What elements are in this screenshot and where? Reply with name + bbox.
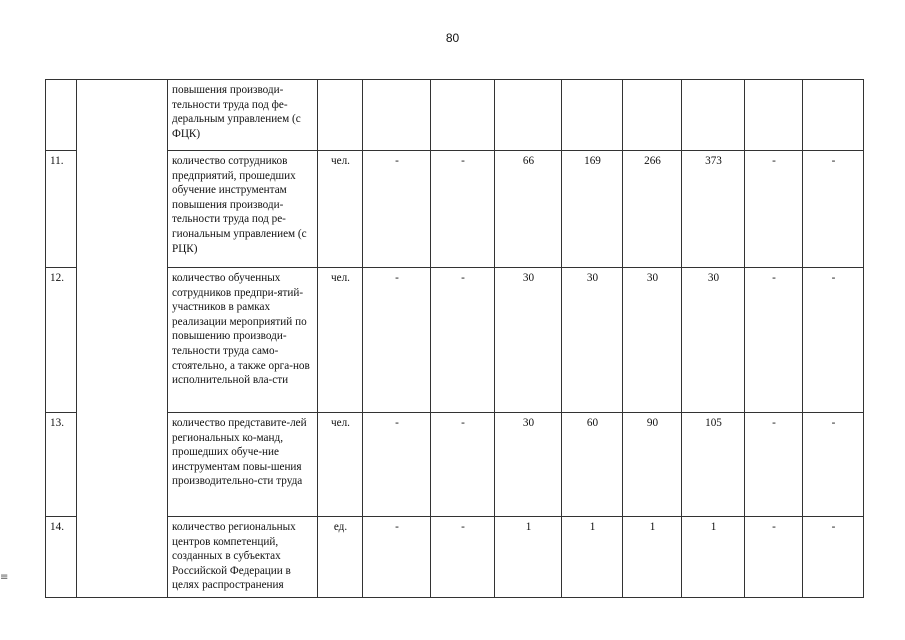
value-cell: - <box>363 151 431 268</box>
unit-cell <box>318 80 363 151</box>
value-cell: - <box>363 268 431 413</box>
value-cell: 169 <box>562 151 623 268</box>
group-cell <box>77 80 168 598</box>
value-cell: 373 <box>682 151 745 268</box>
indicators-table <box>45 79 864 598</box>
indicator-description: количество представите-лей региональных ко-манд, прошедших обуче-ние инструментам повы-шения производительно-сти труда <box>168 413 318 517</box>
unit-cell: чел. <box>318 268 363 413</box>
value-cell: - <box>431 517 495 598</box>
value-cell <box>431 80 495 151</box>
value-cell: 90 <box>623 413 682 517</box>
value-cell: - <box>803 413 864 517</box>
row-number: 12. <box>46 268 77 413</box>
value-cell: - <box>745 151 803 268</box>
value-cell <box>495 80 562 151</box>
value-cell <box>682 80 745 151</box>
value-cell: - <box>431 268 495 413</box>
table-row <box>46 151 864 268</box>
value-cell: 66 <box>495 151 562 268</box>
value-cell: 1 <box>623 517 682 598</box>
value-cell: 1 <box>562 517 623 598</box>
value-cell: - <box>745 517 803 598</box>
value-cell: - <box>745 413 803 517</box>
value-cell: 60 <box>562 413 623 517</box>
value-cell: 30 <box>562 268 623 413</box>
unit-cell: чел. <box>318 151 363 268</box>
row-number <box>46 80 77 151</box>
table-row <box>46 268 864 413</box>
value-cell: 1 <box>682 517 745 598</box>
value-cell: 266 <box>623 151 682 268</box>
value-cell <box>363 80 431 151</box>
table-row <box>46 517 864 598</box>
value-cell: - <box>431 413 495 517</box>
indicator-description: количество региональных центров компетенций, созданных в субъектах Российской Федерации в целях распространения <box>168 517 318 598</box>
table-row <box>46 413 864 517</box>
indicator-description: количество обученных сотрудников предпри-ятий-участников в рамках реализации мероприятий по повышению производи-тельности труда само-стоятельно, а также орга-нов исполнительной вла-сти <box>168 268 318 413</box>
value-cell: - <box>803 268 864 413</box>
value-cell: - <box>803 517 864 598</box>
indicator-description: количество сотрудников предприятий, прошедших обучение инструментам повышения производи-тельности труда под ре-гиональным управлением (с РЦК) <box>168 151 318 268</box>
table-row <box>46 80 864 151</box>
value-cell: 105 <box>682 413 745 517</box>
indicator-description: повышения производи-тельности труда под фе-деральным управлением (с ФЦК) <box>168 80 318 151</box>
value-cell: - <box>745 268 803 413</box>
value-cell: 30 <box>682 268 745 413</box>
value-cell: 1 <box>495 517 562 598</box>
value-cell: - <box>431 151 495 268</box>
row-number: 11. <box>46 151 77 268</box>
value-cell <box>562 80 623 151</box>
page-number: 80 <box>445 31 460 45</box>
value-cell: - <box>363 413 431 517</box>
value-cell <box>745 80 803 151</box>
row-number: 14. <box>46 517 77 598</box>
value-cell: - <box>803 151 864 268</box>
unit-cell: ед. <box>318 517 363 598</box>
value-cell: 30 <box>495 413 562 517</box>
value-cell: 30 <box>495 268 562 413</box>
value-cell: 30 <box>623 268 682 413</box>
value-cell: - <box>363 517 431 598</box>
value-cell <box>623 80 682 151</box>
value-cell <box>803 80 864 151</box>
margin-mark: ≡ <box>0 572 9 583</box>
row-number: 13. <box>46 413 77 517</box>
unit-cell: чел. <box>318 413 363 517</box>
